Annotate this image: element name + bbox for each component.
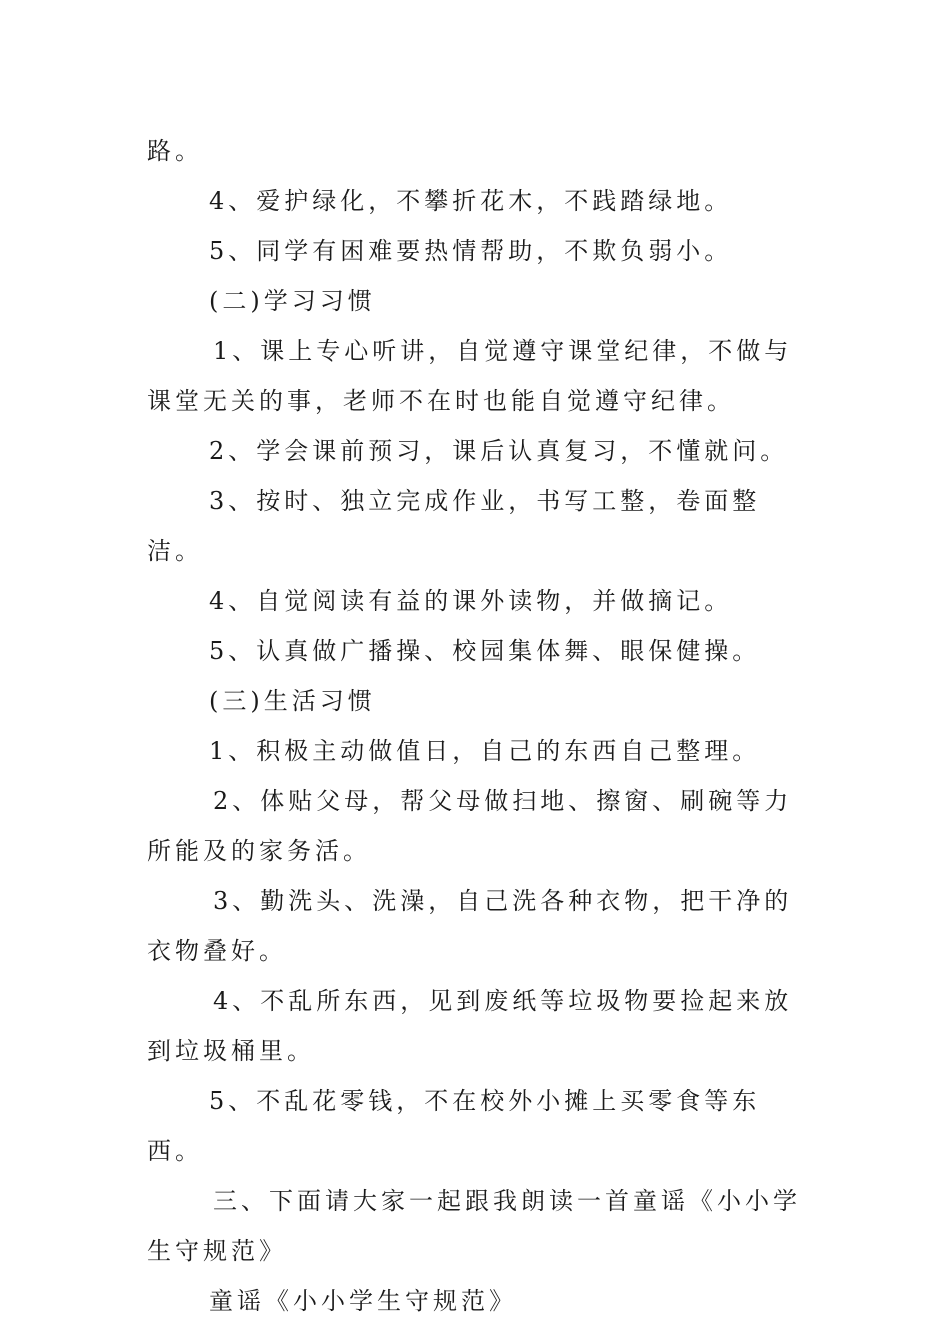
section-heading-life-habits: (三)生活习惯 — [209, 687, 376, 715]
paragraph-rule-5-help: 5、同学有困难要热情帮助，不欺负弱小。 — [209, 237, 733, 265]
section-heading-study-habits: (二)学习习惯 — [209, 287, 376, 315]
paragraph-rule-4-greenery: 4、爱护绿化，不攀折花木，不践踏绿地。 — [209, 187, 733, 215]
paragraph-life-5: 5、不乱花零钱，不在校外小摊上买零食等东西。 — [147, 1087, 761, 1165]
paragraph-life-4: 4、不乱所东西，见到废纸等垃圾物要捡起来放到垃圾桶里。 — [147, 987, 793, 1065]
section-heading-nursery-rhyme: 三、下面请大家一起跟我朗读一首童谣《小小学生守规范》 — [147, 1187, 801, 1265]
paragraph-study-2: 2、学会课前预习，课后认真复习，不懂就问。 — [209, 437, 789, 465]
paragraph-life-2: 2、体贴父母，帮父母做扫地、擦窗、刷碗等力所能及的家务活。 — [147, 787, 793, 865]
nursery-rhyme-title: 童谣《小小学生守规范》 — [209, 1287, 517, 1315]
document-body — [147, 126, 807, 1326]
paragraph-study-4: 4、自觉阅读有益的课外读物，并做摘记。 — [209, 587, 733, 615]
paragraph-study-1: 1、课上专心听讲，自觉遵守课堂纪律，不做与课堂无关的事，老师不在时也能自觉遵守纪律。 — [147, 337, 793, 415]
paragraph-study-3: 3、按时、独立完成作业，书写工整，卷面整洁。 — [147, 487, 761, 565]
paragraph-life-3: 3、勤洗头、洗澡，自己洗各种衣物，把干净的衣物叠好。 — [147, 887, 793, 965]
paragraph-continuation: 路。 — [147, 137, 203, 165]
paragraph-study-5: 5、认真做广播操、校园集体舞、眼保健操。 — [209, 637, 761, 665]
paragraph-life-1: 1、积极主动做值日，自己的东西自己整理。 — [209, 737, 761, 765]
